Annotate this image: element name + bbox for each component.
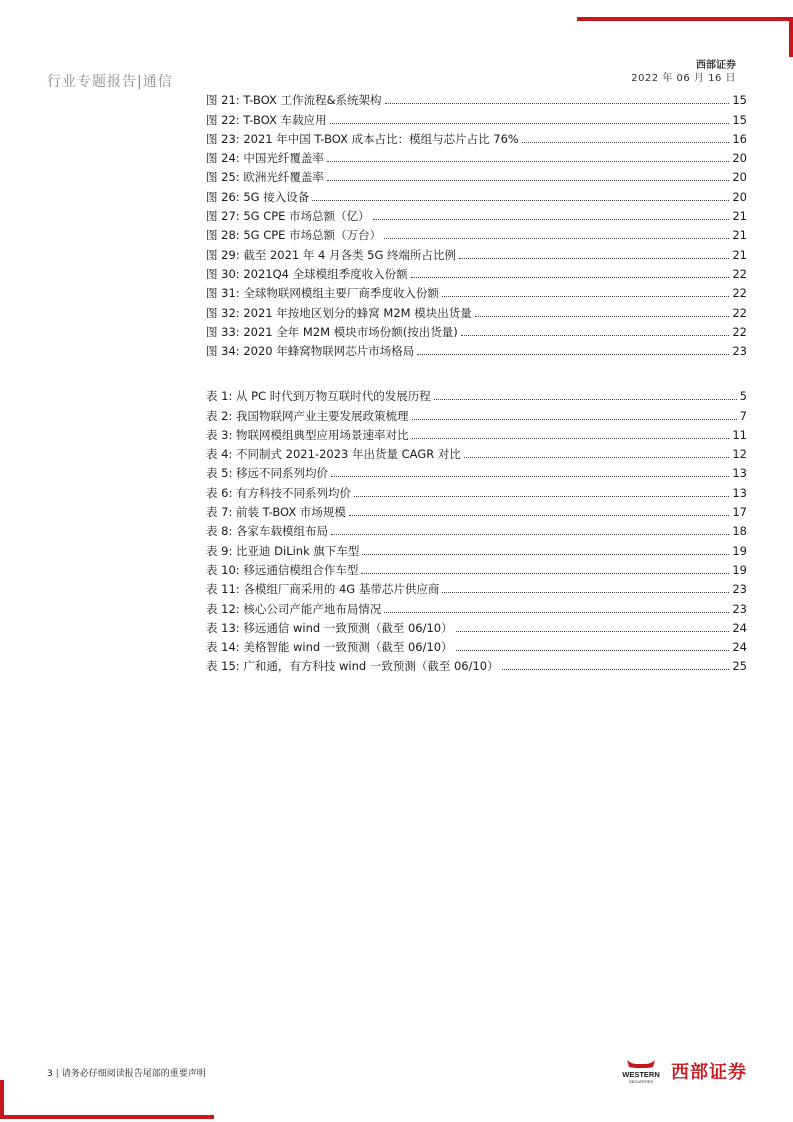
toc-entry-page-number: 20 <box>732 151 747 166</box>
toc-entry[interactable] <box>206 263 747 282</box>
toc-leader-dots <box>475 316 730 317</box>
toc-entry[interactable] <box>206 282 747 301</box>
toc-entry-page-number: 18 <box>732 524 747 539</box>
toc-entry[interactable] <box>206 443 747 462</box>
toc-entry[interactable] <box>206 185 747 204</box>
bottom-left-accent-line-vertical <box>0 1080 4 1119</box>
toc-entry-title: 表 8: 各家车载模组布局 <box>206 524 329 539</box>
toc-entry-title: 表 13: 移远通信 wind 一致预测（截至 06/10） <box>206 620 453 635</box>
toc-entry-page-number: 20 <box>732 170 747 185</box>
toc-entry-page-number: 12 <box>732 447 747 462</box>
logo-en-top: WESTERN <box>622 1070 660 1079</box>
toc-entry[interactable] <box>206 501 747 520</box>
toc-entry-title: 表 10: 移远通信模组合作车型 <box>206 562 359 577</box>
toc-entry-title: 表 14: 美格智能 wind 一致预测（截至 06/10） <box>206 640 453 655</box>
toc-entry[interactable] <box>206 340 747 359</box>
toc-entry-title: 图 24: 中国光纤覆盖率 <box>206 151 324 166</box>
toc-entry[interactable] <box>206 385 747 404</box>
toc-entry[interactable] <box>206 424 747 443</box>
toc-entry-page-number: 13 <box>732 466 747 481</box>
toc-entry-page-number: 17 <box>732 505 747 520</box>
toc-entry-page-number: 13 <box>732 485 747 500</box>
toc-leader-dots <box>327 180 730 181</box>
toc-leader-dots <box>331 534 729 535</box>
toc-entry-title: 图 34: 2020 年蜂窝物联网芯片市场格局 <box>206 344 415 359</box>
table-list <box>206 385 747 674</box>
toc-entry-page-number: 7 <box>739 408 747 423</box>
toc-entry[interactable] <box>206 597 747 616</box>
toc-leader-dots <box>442 296 730 297</box>
toc-leader-dots <box>434 399 737 400</box>
toc-leader-dots <box>384 238 729 239</box>
toc-entry-page-number: 22 <box>732 324 747 339</box>
top-right-accent-line <box>577 17 793 21</box>
report-date: 2022 年 06 月 16 日 <box>631 73 736 84</box>
toc-leader-dots <box>384 612 729 613</box>
toc-entry[interactable] <box>206 128 747 147</box>
toc-leader-dots <box>327 161 730 162</box>
toc-entry-title: 表 5: 移远不同系列均价 <box>206 466 329 481</box>
toc-entry-page-number: 16 <box>732 131 747 146</box>
report-category: 行业专题报告|通信 <box>47 74 173 90</box>
toc-leader-dots <box>373 219 730 220</box>
toc-entry[interactable] <box>206 655 747 674</box>
toc-entry[interactable] <box>206 321 747 340</box>
toc-leader-dots <box>456 631 730 632</box>
toc-entry[interactable] <box>206 559 747 578</box>
toc-entry[interactable] <box>206 243 747 262</box>
toc-entry-page-number: 22 <box>732 286 747 301</box>
toc-entry-title: 图 25: 欧洲光纤覆盖率 <box>206 170 324 185</box>
toc-entry-title: 图 30: 2021Q4 全球模组季度收入份额 <box>206 266 408 281</box>
toc-entry-page-number: 21 <box>732 209 747 224</box>
logo-en-bottom: SECURITIES <box>628 1079 654 1084</box>
toc-entry-title: 表 15: 广和通，有方科技 wind 一致预测（截至 06/10） <box>206 659 499 674</box>
toc-entry[interactable] <box>206 520 747 539</box>
footer-separator: | <box>55 1069 59 1079</box>
toc-leader-dots <box>464 457 729 458</box>
toc-entry-page-number: 5 <box>739 389 747 404</box>
toc-entry-page-number: 23 <box>732 582 747 597</box>
page-number: 3 <box>47 1069 53 1079</box>
toc-leader-dots <box>412 438 730 439</box>
toc-leader-dots <box>411 277 730 278</box>
toc-entry-page-number: 20 <box>732 189 747 204</box>
toc-entry[interactable] <box>206 636 747 655</box>
footer-disclaimer-line <box>47 1066 206 1079</box>
toc-entry-title: 图 32: 2021 年按地区划分的蜂窝 M2M 模块出货量 <box>206 305 472 320</box>
toc-leader-dots <box>362 554 729 555</box>
toc-entry-title: 图 23: 2021 年中国 T-BOX 成本占比：模组与芯片占比 76% <box>206 131 519 146</box>
toc-entry-page-number: 19 <box>732 543 747 558</box>
toc-entry-title: 图 26: 5G 接入设备 <box>206 189 310 204</box>
toc-entry[interactable] <box>206 462 747 481</box>
toc-leader-dots <box>456 650 730 651</box>
toc-entry-title: 图 33: 2021 全年 M2M 模块市场份额(按出货量) <box>206 324 458 339</box>
toc-entry-title: 表 6: 有方科技不同系列均价 <box>206 485 352 500</box>
toc-entry-title: 表 1: 从 PC 时代到万物互联时代的发展历程 <box>206 389 431 404</box>
toc-entry-title: 图 22: T-BOX 车载应用 <box>206 112 327 127</box>
toc-entry[interactable] <box>206 147 747 166</box>
toc-leader-dots <box>502 669 730 670</box>
toc-entry-title: 表 3: 物联网模组典型应用场景速率对比 <box>206 427 409 442</box>
toc-entry-title: 表 2: 我国物联网产业主要发展政策梳理 <box>206 408 409 423</box>
bottom-left-accent-line <box>0 1115 214 1119</box>
toc-leader-dots <box>361 573 729 574</box>
toc-leader-dots <box>331 476 729 477</box>
toc-entry[interactable] <box>206 224 747 243</box>
toc-leader-dots <box>522 142 730 143</box>
toc-entry-page-number: 23 <box>732 601 747 616</box>
company-logo <box>615 1058 747 1084</box>
toc-entry-title: 表 12: 核心公司产能产地布局情况 <box>206 601 382 616</box>
toc-leader-dots <box>442 592 729 593</box>
toc-entry-title: 图 27: 5G CPE 市场总额（亿） <box>206 209 370 224</box>
toc-leader-dots <box>312 200 729 201</box>
toc-entry-page-number: 24 <box>732 620 747 635</box>
toc-entry-page-number: 24 <box>732 640 747 655</box>
toc-entry[interactable] <box>206 166 747 185</box>
toc-entry[interactable] <box>206 301 747 320</box>
top-right-accent-line-vertical <box>789 17 793 57</box>
toc-entry-title: 图 29: 截至 2021 年 4 月各类 5G 终端所占比例 <box>206 247 457 262</box>
toc-entry-page-number: 22 <box>732 266 747 281</box>
toc-entry[interactable] <box>206 578 747 597</box>
toc-entry[interactable] <box>206 539 747 558</box>
toc-leader-dots <box>461 335 730 336</box>
toc-entry[interactable] <box>206 205 747 224</box>
toc-leader-dots <box>354 496 729 497</box>
toc-entry-title: 表 4: 不同制式 2021-2023 年出货量 CAGR 对比 <box>206 447 461 462</box>
toc-entry-page-number: 15 <box>732 112 747 127</box>
toc-entry[interactable] <box>206 89 747 108</box>
toc-entry-title: 表 11: 各模组厂商采用的 4G 基带芯片供应商 <box>206 582 440 597</box>
toc-entry-page-number: 22 <box>732 305 747 320</box>
toc-leader-dots <box>349 515 729 516</box>
disclaimer-text: 请务必仔细阅读报告尾部的重要声明 <box>61 1069 206 1079</box>
header-company-name: 西部证券 <box>696 60 736 71</box>
toc-entry-page-number: 21 <box>732 247 747 262</box>
figure-list <box>206 89 747 359</box>
toc-entry-title: 图 21: T-BOX 工作流程&系统架构 <box>206 93 382 108</box>
toc-leader-dots <box>417 354 729 355</box>
toc-leader-dots <box>330 123 730 124</box>
toc-entry[interactable] <box>206 617 747 636</box>
toc-entry-page-number: 11 <box>732 427 747 442</box>
toc-leader-dots <box>459 258 729 259</box>
logo-text: 西部证券 <box>671 1062 747 1083</box>
toc-entry-title: 表 7: 前装 T-BOX 市场规模 <box>206 505 346 520</box>
toc-entry-title: 图 28: 5G CPE 市场总额（万台） <box>206 228 382 243</box>
toc-entry-page-number: 23 <box>732 344 747 359</box>
toc-entry[interactable] <box>206 404 747 423</box>
toc-entry[interactable] <box>206 108 747 127</box>
bull-logo-icon <box>615 1058 667 1084</box>
toc-entry-page-number: 21 <box>732 228 747 243</box>
toc-entry-title: 表 9: 比亚迪 DiLink 旗下车型 <box>206 543 360 558</box>
toc-leader-dots <box>412 419 737 420</box>
toc-entry-page-number: 15 <box>732 93 747 108</box>
toc-entry-title: 图 31: 全球物联网模组主要厂商季度收入份额 <box>206 286 439 301</box>
toc-leader-dots <box>385 103 730 104</box>
toc-entry[interactable] <box>206 481 747 500</box>
toc-entry-page-number: 25 <box>732 659 747 674</box>
toc-entry-page-number: 19 <box>732 562 747 577</box>
